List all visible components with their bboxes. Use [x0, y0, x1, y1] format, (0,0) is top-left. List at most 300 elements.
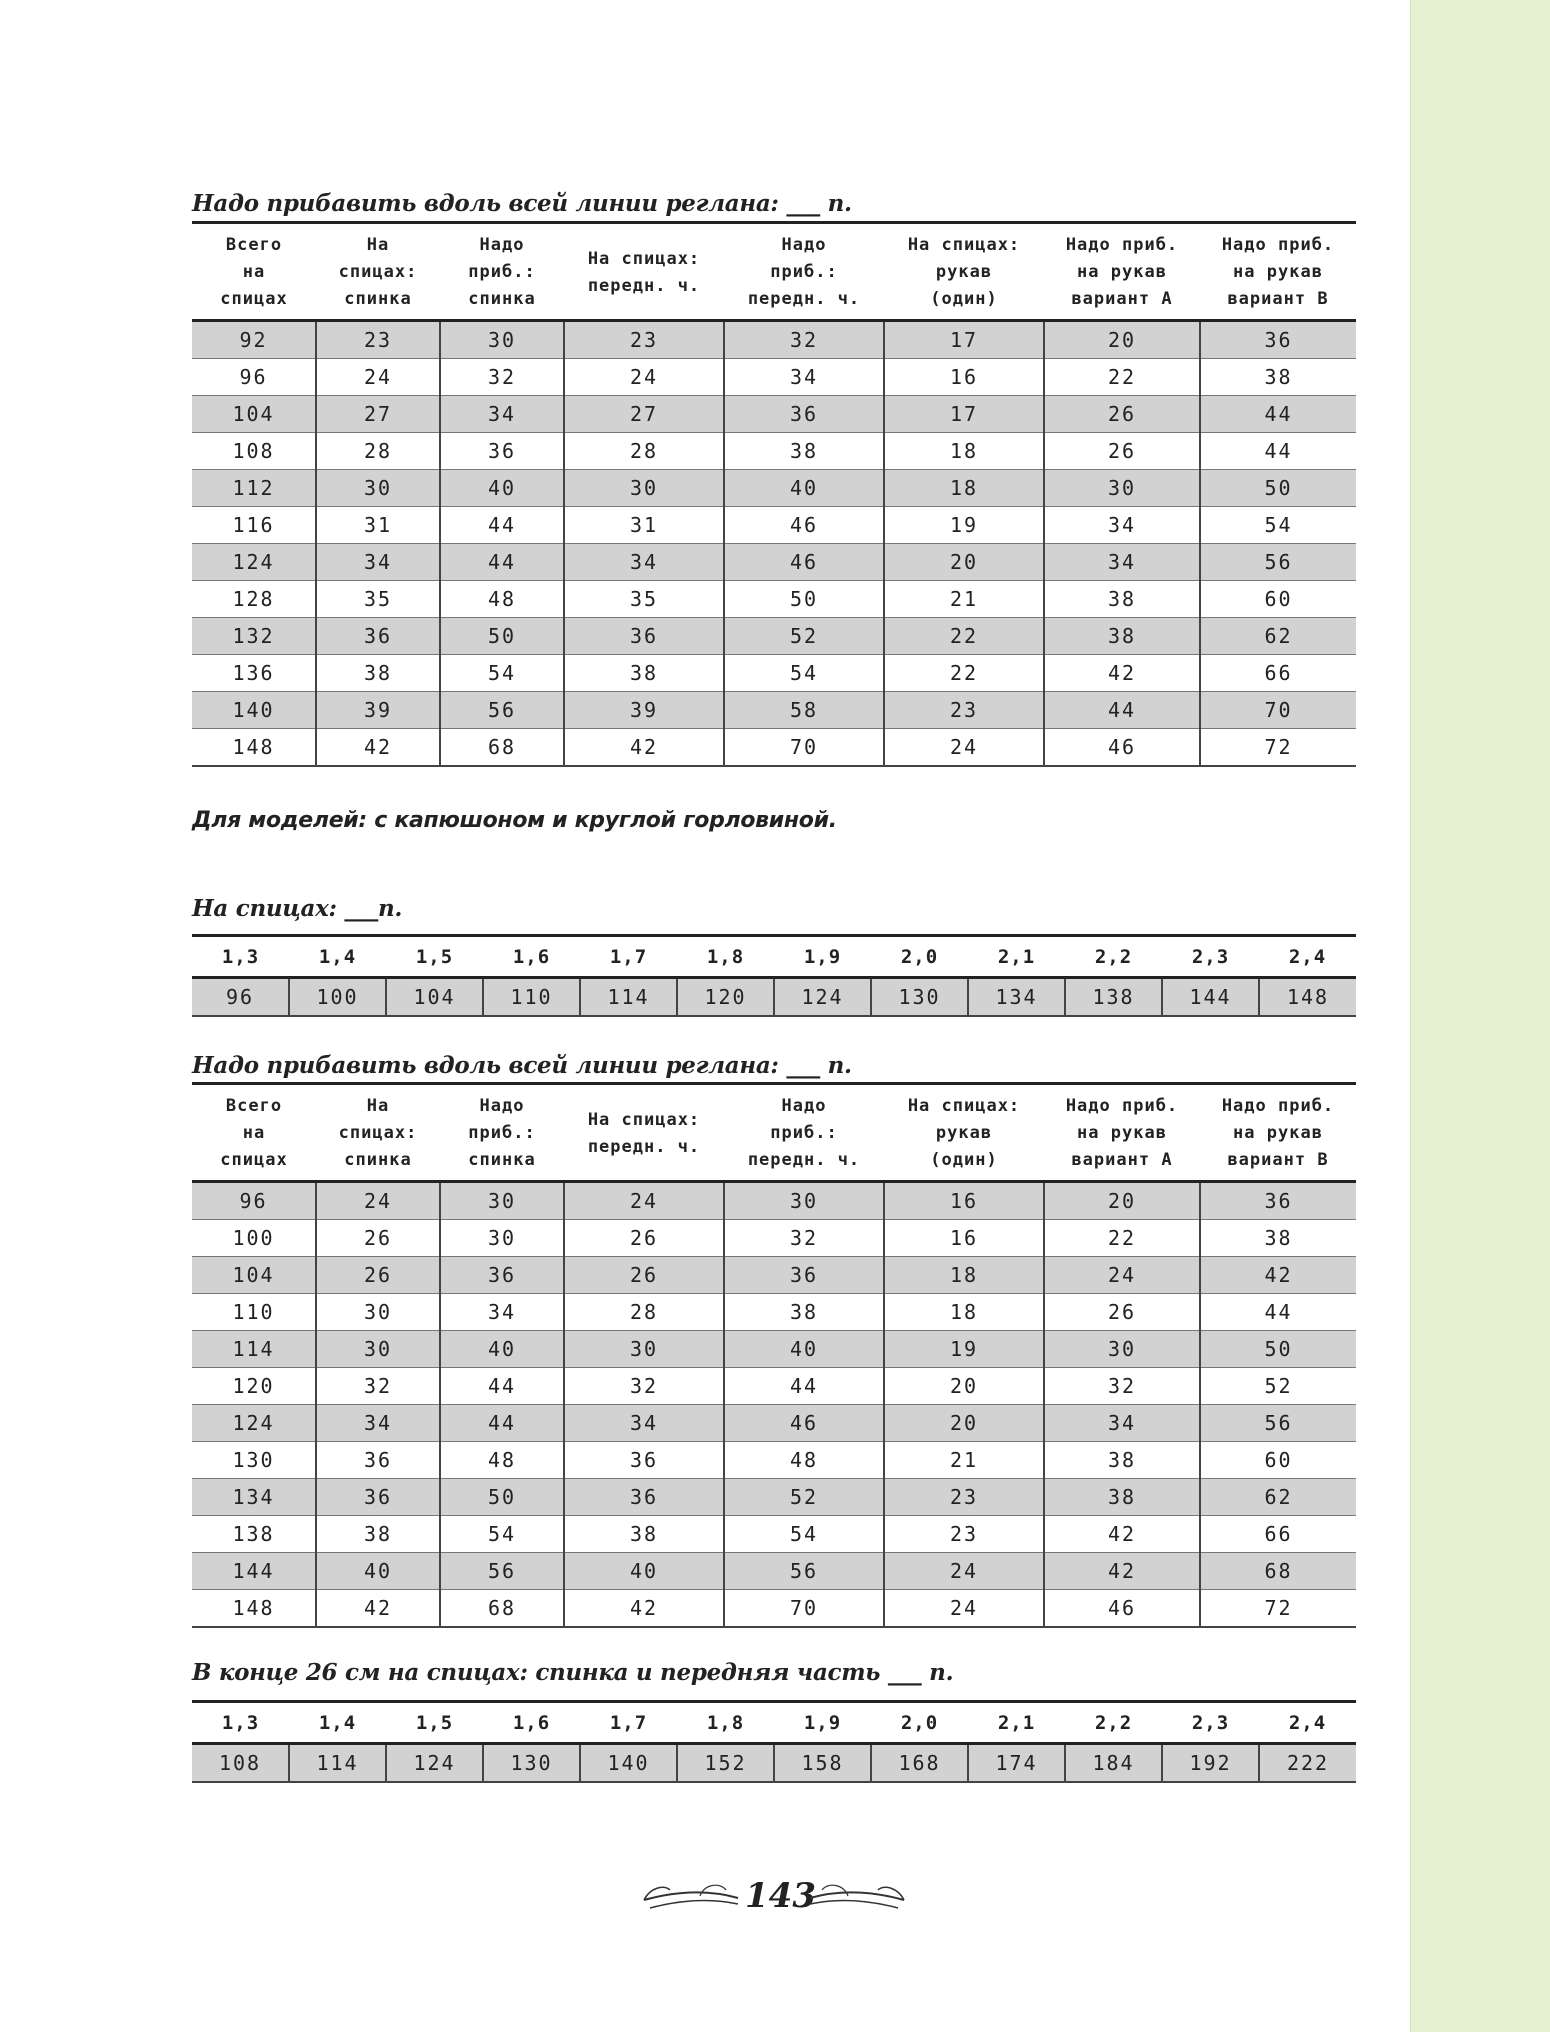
table-cell: 114 [192, 1331, 316, 1368]
section-heading-stitches: На спицах: ___п. [192, 895, 403, 922]
table-row [192, 544, 1356, 581]
table-cell: 138 [192, 1516, 316, 1553]
table-cell: 124 [192, 544, 316, 581]
column-header-line: вариант А [1071, 1150, 1173, 1170]
stitch-count-cell: 110 [483, 978, 580, 1017]
column-header-line: вариант В [1227, 1150, 1329, 1170]
table-cell: 136 [192, 655, 316, 692]
column-header [1044, 223, 1200, 321]
table-cell: 44 [440, 507, 564, 544]
table-cell: 17 [884, 396, 1044, 433]
table-cell: 28 [564, 1294, 724, 1331]
gauge-header-cell: 2,4 [1259, 1702, 1356, 1744]
table-cell: 132 [192, 618, 316, 655]
column-header-line: спицах [220, 289, 288, 309]
table-cell: 30 [564, 1331, 724, 1368]
table-cell: 72 [1200, 1590, 1356, 1628]
table-cell: 36 [316, 1442, 440, 1479]
page-number: 143 [745, 1876, 816, 1916]
column-header-line: передн. ч. [747, 1150, 861, 1170]
table-cell: 50 [1200, 1331, 1356, 1368]
table-cell: 46 [1044, 729, 1200, 767]
table-cell: 68 [1200, 1553, 1356, 1590]
table-cell: 22 [884, 655, 1044, 692]
table-row [192, 1182, 1356, 1220]
column-header [564, 1084, 724, 1182]
table-cell: 130 [192, 1442, 316, 1479]
table-cell: 30 [1044, 1331, 1200, 1368]
table-cell: 39 [564, 692, 724, 729]
table-cell: 42 [564, 1590, 724, 1628]
table-cell: 38 [564, 1516, 724, 1553]
table-cell: 30 [1044, 470, 1200, 507]
table-cell: 23 [884, 1479, 1044, 1516]
table-cell: 35 [564, 581, 724, 618]
table-cell: 38 [1044, 1479, 1200, 1516]
table-row [192, 655, 1356, 692]
column-header-line: приб.: [468, 1123, 536, 1143]
table-cell: 52 [724, 1479, 884, 1516]
table-cell: 96 [192, 1182, 316, 1220]
table-cell: 16 [884, 1220, 1044, 1257]
gauge-header-cell: 2,2 [1065, 936, 1162, 978]
column-header-line: На спицах: [907, 235, 1021, 255]
table-cell: 26 [1044, 1294, 1200, 1331]
table-row [192, 1553, 1356, 1590]
table-cell: 20 [884, 1368, 1044, 1405]
table-cell: 40 [724, 1331, 884, 1368]
gauge-header-cell: 2,3 [1162, 1702, 1259, 1744]
table-cell: 140 [192, 692, 316, 729]
table-cell: 54 [440, 655, 564, 692]
table-cell: 24 [316, 1182, 440, 1220]
stitch-count-cell: 140 [580, 1744, 677, 1783]
table-cell: 20 [1044, 1182, 1200, 1220]
section-heading-raglan-increase-1: Надо прибавить вдоль всей линии реглана: ___ п. [192, 190, 852, 217]
table-cell: 24 [1044, 1257, 1200, 1294]
table-cell: 34 [1044, 507, 1200, 544]
table-cell: 22 [884, 618, 1044, 655]
stitch-count-row [192, 978, 1356, 1017]
table-cell: 24 [564, 1182, 724, 1220]
table-cell: 23 [564, 321, 724, 359]
table-cell: 30 [316, 1331, 440, 1368]
table-cell: 36 [440, 1257, 564, 1294]
column-header-line: на рукав [1077, 1123, 1167, 1143]
table-row [192, 1405, 1356, 1442]
column-header-line: На спицах: [587, 248, 701, 269]
column-header-line: (один) [930, 289, 998, 309]
table-cell: 22 [1044, 1220, 1200, 1257]
table-cell: 38 [724, 1294, 884, 1331]
gauge-header-cell: 1,6 [483, 936, 580, 978]
gauge-header-cell: 1,7 [580, 1702, 677, 1744]
models-note: Для моделей: с капюшоном и круглой горловиной. [192, 808, 837, 833]
table-cell: 68 [440, 729, 564, 767]
table-row [192, 470, 1356, 507]
table-body [192, 1182, 1356, 1628]
table-cell: 30 [316, 470, 440, 507]
table-cell: 26 [316, 1220, 440, 1257]
stitches-by-gauge-table [192, 934, 1356, 1017]
table-row [192, 1368, 1356, 1405]
table-cell: 38 [1200, 359, 1356, 396]
table-cell: 48 [440, 581, 564, 618]
column-header [884, 223, 1044, 321]
table-cell: 34 [440, 1294, 564, 1331]
table-cell: 34 [1044, 1405, 1200, 1442]
column-header-line: на рукав [1233, 262, 1323, 282]
stitches-at-26cm-table [192, 1700, 1356, 1783]
column-header-line: Надо приб. [1221, 235, 1335, 255]
table-cell: 18 [884, 433, 1044, 470]
stitch-count-cell: 120 [677, 978, 774, 1017]
table-cell: 46 [724, 544, 884, 581]
column-header-line: На [366, 235, 390, 255]
table-cell: 124 [192, 1405, 316, 1442]
table-cell: 24 [564, 359, 724, 396]
table-cell: 20 [884, 544, 1044, 581]
table-cell: 16 [884, 359, 1044, 396]
table-cell: 54 [440, 1516, 564, 1553]
table-cell: 36 [1200, 1182, 1356, 1220]
stitch-count-cell: 134 [968, 978, 1065, 1017]
table-cell: 23 [884, 692, 1044, 729]
table-row [192, 507, 1356, 544]
stitch-count-cell: 174 [968, 1744, 1065, 1783]
table-header-row [192, 223, 1356, 321]
table-cell: 36 [316, 618, 440, 655]
table-cell: 62 [1200, 1479, 1356, 1516]
table-cell: 62 [1200, 618, 1356, 655]
column-header-line: рукав [935, 262, 993, 282]
gauge-header-cell: 1,3 [192, 1702, 289, 1744]
stitch-count-cell: 114 [289, 1744, 386, 1783]
table-cell: 68 [440, 1590, 564, 1628]
table-cell: 36 [1200, 321, 1356, 359]
table-cell: 70 [724, 1590, 884, 1628]
column-header-line: Надо приб. [1065, 235, 1179, 255]
stitch-count-cell: 152 [677, 1744, 774, 1783]
table-cell: 52 [1200, 1368, 1356, 1405]
table-row [192, 321, 1356, 359]
table-cell: 38 [724, 433, 884, 470]
table-row [192, 1516, 1356, 1553]
table-cell: 104 [192, 396, 316, 433]
stitch-count-cell: 104 [386, 978, 483, 1017]
table-cell: 27 [316, 396, 440, 433]
table-cell: 144 [192, 1553, 316, 1590]
table-cell: 40 [564, 1553, 724, 1590]
table-cell: 104 [192, 1257, 316, 1294]
table-cell: 92 [192, 321, 316, 359]
column-header [724, 1084, 884, 1182]
table-cell: 23 [316, 321, 440, 359]
column-header [192, 1084, 316, 1182]
column-header-line: приб.: [770, 262, 838, 282]
table-cell: 27 [564, 396, 724, 433]
column-header-line: вариант В [1227, 289, 1329, 309]
table-cell: 38 [1200, 1220, 1356, 1257]
column-header-line: спицах: [338, 1123, 418, 1143]
right-flourish-ornament [808, 1876, 908, 1916]
gauge-header-cell: 1,8 [677, 1702, 774, 1744]
table-row [192, 581, 1356, 618]
table-cell: 34 [564, 544, 724, 581]
stitch-count-cell: 184 [1065, 1744, 1162, 1783]
table-cell: 32 [724, 1220, 884, 1257]
column-header-line: на [242, 262, 266, 282]
column-header-line: вариант А [1071, 289, 1173, 309]
table-cell: 44 [440, 1368, 564, 1405]
table-cell: 50 [724, 581, 884, 618]
column-header [1200, 223, 1356, 321]
table-cell: 30 [440, 1182, 564, 1220]
stitch-count-cell: 96 [192, 978, 289, 1017]
table-cell: 34 [316, 544, 440, 581]
raglan-table-2 [192, 1082, 1356, 1628]
gauge-header-cell: 1,8 [677, 936, 774, 978]
table-row [192, 729, 1356, 767]
column-header-line: спицах: [338, 262, 418, 282]
column-header [316, 1084, 440, 1182]
table-cell: 56 [1200, 544, 1356, 581]
gauge-header-cell: 2,0 [871, 936, 968, 978]
stitch-count-row [192, 1744, 1356, 1783]
table-cell: 28 [564, 433, 724, 470]
column-header [724, 223, 884, 321]
table-cell: 34 [440, 396, 564, 433]
column-header-line: Надо [479, 1096, 525, 1116]
table-cell: 34 [564, 1405, 724, 1442]
table-cell: 44 [1200, 1294, 1356, 1331]
table-cell: 48 [724, 1442, 884, 1479]
stitch-count-cell: 114 [580, 978, 677, 1017]
table-cell: 21 [884, 1442, 1044, 1479]
column-header-line: (один) [930, 1150, 998, 1170]
table-cell: 24 [884, 729, 1044, 767]
table-cell: 34 [1044, 544, 1200, 581]
column-header-line: Надо [781, 1096, 827, 1116]
stitch-count-cell: 222 [1259, 1744, 1356, 1783]
stitch-count-cell: 124 [386, 1744, 483, 1783]
table-cell: 110 [192, 1294, 316, 1331]
table-cell: 42 [1044, 655, 1200, 692]
table-cell: 50 [440, 618, 564, 655]
table-cell: 112 [192, 470, 316, 507]
table-cell: 96 [192, 359, 316, 396]
stitch-count-cell: 148 [1259, 978, 1356, 1017]
table-cell: 42 [564, 729, 724, 767]
column-header-line: на рукав [1233, 1123, 1323, 1143]
table-cell: 56 [440, 692, 564, 729]
table-cell: 38 [316, 1516, 440, 1553]
table-cell: 56 [1200, 1405, 1356, 1442]
table-cell: 52 [724, 618, 884, 655]
table-cell: 19 [884, 1331, 1044, 1368]
gauge-header-cell: 2,3 [1162, 936, 1259, 978]
table-cell: 44 [440, 1405, 564, 1442]
column-header-line: Надо приб. [1065, 1096, 1179, 1116]
column-header-line: Надо [479, 235, 525, 255]
table-row [192, 359, 1356, 396]
table-cell: 44 [1200, 433, 1356, 470]
table-cell: 30 [724, 1182, 884, 1220]
table-cell: 46 [1044, 1590, 1200, 1628]
raglan-table-1 [192, 221, 1356, 767]
table-cell: 56 [440, 1553, 564, 1590]
table-cell: 40 [440, 1331, 564, 1368]
gauge-header-cell: 2,1 [968, 936, 1065, 978]
table-cell: 40 [440, 470, 564, 507]
column-header-line: рукав [935, 1123, 993, 1143]
column-header-line: на [242, 1123, 266, 1143]
table-cell: 42 [316, 729, 440, 767]
table-cell: 34 [316, 1405, 440, 1442]
column-header-line: На спицах: [587, 1109, 701, 1130]
table-cell: 50 [1200, 470, 1356, 507]
table-cell: 24 [316, 359, 440, 396]
table-cell: 42 [316, 1590, 440, 1628]
table-cell: 35 [316, 581, 440, 618]
table-row [192, 396, 1356, 433]
section-heading-26cm: В конце 26 см на спицах: спинка и передняя часть ___ п. [192, 1659, 954, 1686]
table-cell: 148 [192, 729, 316, 767]
table-cell: 66 [1200, 1516, 1356, 1553]
table-cell: 42 [1044, 1516, 1200, 1553]
table-cell: 32 [440, 359, 564, 396]
table-cell: 32 [724, 321, 884, 359]
stitch-count-cell: 158 [774, 1744, 871, 1783]
table-cell: 60 [1200, 1442, 1356, 1479]
table-cell: 100 [192, 1220, 316, 1257]
table-cell: 24 [884, 1553, 1044, 1590]
table-cell: 54 [724, 1516, 884, 1553]
gauge-header-row [192, 1702, 1356, 1744]
stitch-count-cell: 108 [192, 1744, 289, 1783]
table-cell: 30 [440, 321, 564, 359]
table-row [192, 1257, 1356, 1294]
column-header-line: спинка [344, 1150, 412, 1170]
table-cell: 38 [1044, 1442, 1200, 1479]
left-flourish-ornament [640, 1876, 740, 1916]
table-cell: 18 [884, 1294, 1044, 1331]
table-cell: 46 [724, 507, 884, 544]
column-header [316, 223, 440, 321]
column-header-line: передн. ч. [747, 289, 861, 309]
table-cell: 17 [884, 321, 1044, 359]
column-header-line: на рукав [1077, 262, 1167, 282]
table-cell: 18 [884, 1257, 1044, 1294]
stitch-count-cell: 124 [774, 978, 871, 1017]
gauge-header-cell: 1,3 [192, 936, 289, 978]
column-header-line: приб.: [770, 1123, 838, 1143]
gauge-header-cell: 1,5 [386, 1702, 483, 1744]
table-cell: 36 [440, 433, 564, 470]
table-row [192, 1220, 1356, 1257]
table-cell: 19 [884, 507, 1044, 544]
table-cell: 38 [316, 655, 440, 692]
table-cell: 30 [440, 1220, 564, 1257]
table-cell: 108 [192, 433, 316, 470]
table-cell: 34 [724, 359, 884, 396]
column-header-line: спинка [344, 289, 412, 309]
column-header-line: приб.: [468, 262, 536, 282]
table-cell: 36 [564, 618, 724, 655]
table-cell: 72 [1200, 729, 1356, 767]
page-side-band [1410, 0, 1550, 2032]
table-cell: 134 [192, 1479, 316, 1516]
table-cell: 20 [1044, 321, 1200, 359]
column-header-line: Всего [225, 1096, 283, 1116]
table-cell: 32 [564, 1368, 724, 1405]
table-cell: 36 [724, 396, 884, 433]
table-cell: 31 [316, 507, 440, 544]
column-header-line: передн. ч. [587, 275, 701, 296]
table-row [192, 1331, 1356, 1368]
gauge-header-cell: 2,4 [1259, 936, 1356, 978]
table-cell: 22 [1044, 359, 1200, 396]
table-cell: 44 [1200, 396, 1356, 433]
table-cell: 36 [724, 1257, 884, 1294]
column-header [564, 223, 724, 321]
gauge-header-cell: 1,9 [774, 1702, 871, 1744]
column-header [1044, 1084, 1200, 1182]
table-cell: 116 [192, 507, 316, 544]
column-header [440, 223, 564, 321]
table-cell: 60 [1200, 581, 1356, 618]
table-cell: 26 [564, 1220, 724, 1257]
column-header-line: спинка [468, 1150, 536, 1170]
table-cell: 26 [564, 1257, 724, 1294]
table-cell: 20 [884, 1405, 1044, 1442]
column-header [440, 1084, 564, 1182]
table-row [192, 433, 1356, 470]
table-cell: 56 [724, 1553, 884, 1590]
table-cell: 44 [440, 544, 564, 581]
table-cell: 40 [724, 470, 884, 507]
table-cell: 66 [1200, 655, 1356, 692]
table-cell: 70 [1200, 692, 1356, 729]
table-cell: 38 [1044, 581, 1200, 618]
table-cell: 148 [192, 1590, 316, 1628]
stitch-count-cell: 144 [1162, 978, 1259, 1017]
table-cell: 42 [1044, 1553, 1200, 1590]
table-cell: 31 [564, 507, 724, 544]
table-cell: 54 [1200, 507, 1356, 544]
table-cell: 54 [724, 655, 884, 692]
table-cell: 21 [884, 581, 1044, 618]
column-header-line: На спицах: [907, 1096, 1021, 1116]
stitch-count-cell: 168 [871, 1744, 968, 1783]
stitch-count-cell: 130 [483, 1744, 580, 1783]
table-cell: 44 [724, 1368, 884, 1405]
column-header [884, 1084, 1044, 1182]
table-row [192, 692, 1356, 729]
column-header-line: спицах [220, 1150, 288, 1170]
table-cell: 26 [1044, 396, 1200, 433]
stitch-count-cell: 130 [871, 978, 968, 1017]
column-header-line: Надо [781, 235, 827, 255]
table-cell: 70 [724, 729, 884, 767]
table-cell: 36 [316, 1479, 440, 1516]
table-cell: 38 [564, 655, 724, 692]
gauge-header-cell: 2,1 [968, 1702, 1065, 1744]
gauge-header-row [192, 936, 1356, 978]
column-header [192, 223, 316, 321]
table-body [192, 321, 1356, 767]
table-cell: 18 [884, 470, 1044, 507]
